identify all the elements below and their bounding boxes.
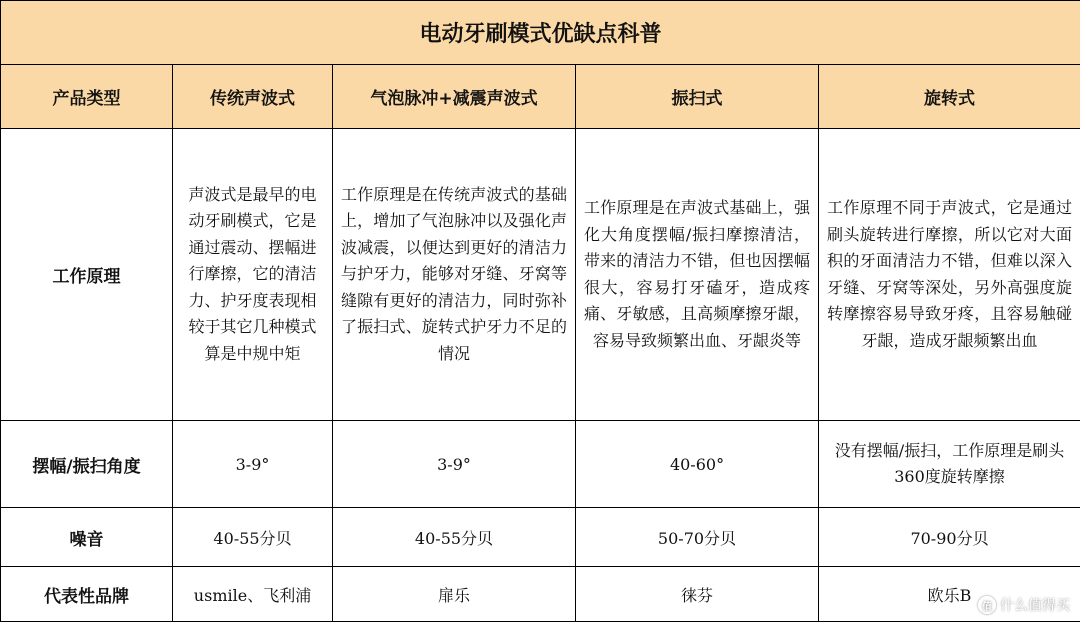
header-col-bubble: 气泡脉冲+减震声波式 (333, 65, 576, 129)
header-label: 产品类型 (1, 65, 173, 129)
cell-noise-sweep: 50-70分贝 (576, 508, 819, 567)
cell-principle-rotary: 工作原理不同于声波式，它是通过刷头旋转进行摩擦，所以它对大面积的牙面清洁力不错，但难以深入牙缝、牙窝等深处，另外高强度旋转摩擦容易导致牙疼，且容易触碰牙龈，造成牙龈频繁出血 (819, 129, 1080, 421)
header-col-sweep: 振扫式 (576, 65, 819, 129)
cell-angle-sonic: 3-9° (173, 421, 333, 508)
cell-noise-sonic: 40-55分贝 (173, 508, 333, 567)
cell-principle-sonic: 声波式是最早的电动牙刷模式，它是通过震动、摆幅进行摩擦，它的清洁力、护牙度表现相较于其它几种模式算是中规中矩 (173, 129, 333, 421)
cell-brand-sonic: usmile、飞利浦 (173, 567, 333, 622)
cell-noise-bubble: 40-55分贝 (333, 508, 576, 567)
cell-angle-sweep: 40-60° (576, 421, 819, 508)
zhi-icon: 值 (978, 596, 996, 614)
row-label-noise: 噪音 (1, 508, 173, 567)
row-label-principle: 工作原理 (1, 129, 173, 421)
cell-noise-rotary: 70-90分贝 (819, 508, 1080, 567)
row-label-brand: 代表性品牌 (1, 567, 173, 622)
table-title: 电动牙刷模式优缺点科普 (1, 1, 1080, 65)
cell-angle-rotary: 没有摆幅/振扫，工作原理是刷头360度旋转摩擦 (819, 421, 1080, 508)
header-col-sonic: 传统声波式 (173, 65, 333, 129)
cell-angle-bubble: 3-9° (333, 421, 576, 508)
header-col-rotary: 旋转式 (819, 65, 1080, 129)
watermark-text: 什么值得买 (1000, 595, 1070, 615)
cell-brand-bubble: 扉乐 (333, 567, 576, 622)
row-label-angle: 摆幅/振扫角度 (1, 421, 173, 508)
cell-principle-bubble: 工作原理是在传统声波式的基础上，增加了气泡脉冲以及强化声波减震，以便达到更好的清洁力与护牙力，能够对牙缝、牙窝等缝隙有更好的清洁力，同时弥补了振扫式、旋转式护牙力不足的情况 (333, 129, 576, 421)
cell-brand-rotary: 欧乐B (819, 567, 1080, 622)
cell-brand-sweep: 徕芬 (576, 567, 819, 622)
cell-principle-sweep: 工作原理是在声波式基础上，强化大角度摆幅/振扫摩擦清洁，带来的清洁力不错，但也因摆幅很大，容易打牙磕牙，造成疼痛、牙敏感，且高频摩擦牙龈，容易导致频繁出血、牙龈炎等 (576, 129, 819, 421)
watermark (978, 595, 1070, 615)
